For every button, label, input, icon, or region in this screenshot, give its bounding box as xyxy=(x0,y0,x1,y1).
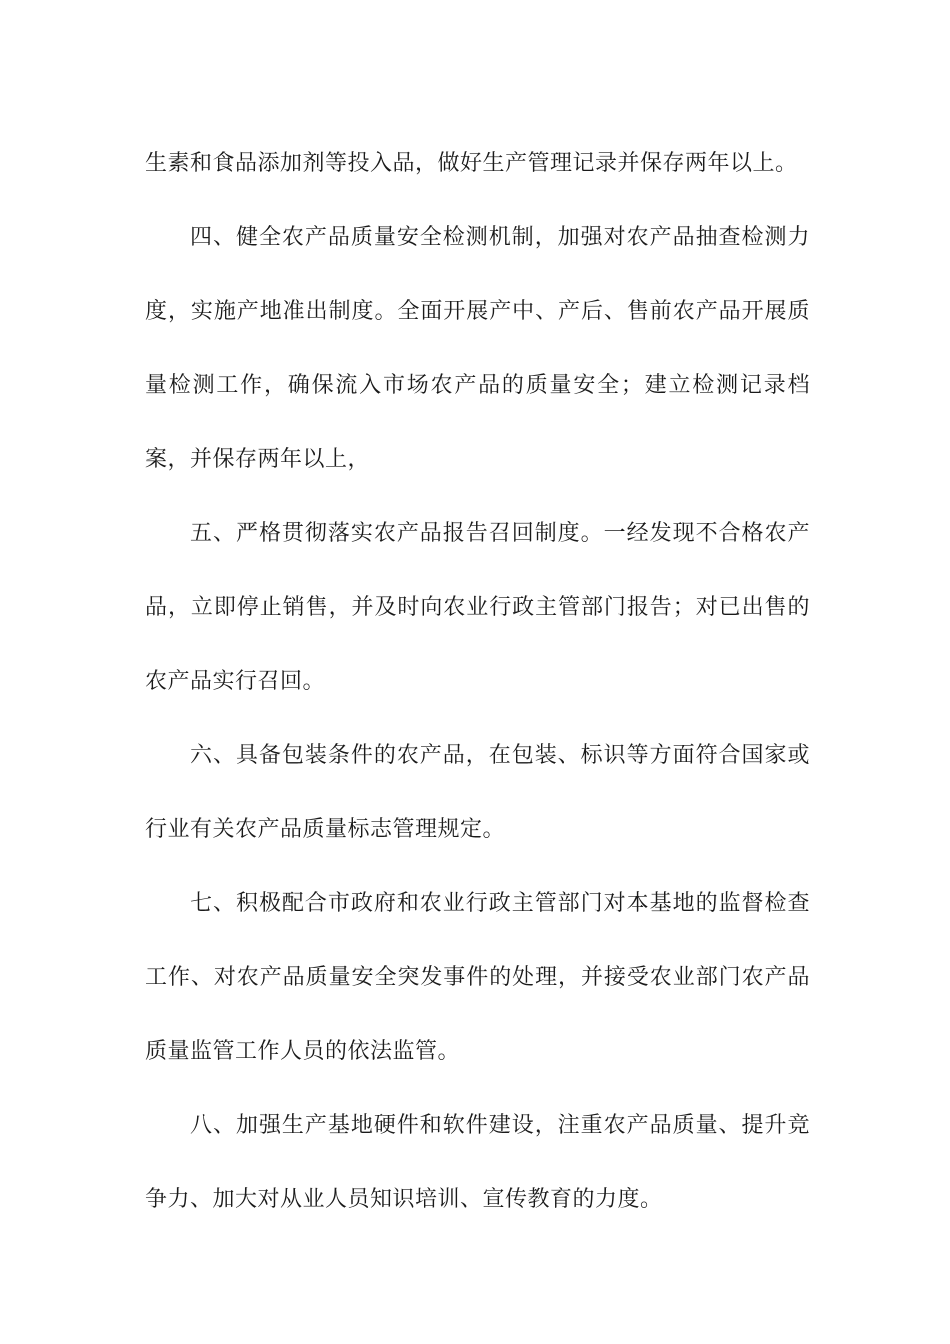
paragraph-item-7: 七、积极配合市政府和农业行政主管部门对本基地的监督检查工作、对农产品质量安全突发事件的处理，并接受农业部门农产品质量监管工作人员的依法监管。 xyxy=(145,891,810,1064)
paragraph-item-4: 四、健全农产品质量安全检测机制，加强对农产品抽查检测力度，实施产地准出制度。全面开展产中、产后、售前农产品开展质量检测工作，确保流入市场农产品的质量安全；建立检测记录档案，并保存两年以上， xyxy=(145,225,810,472)
paragraph-item-8: 八、加强生产基地硬件和软件建设，注重农产品质量、提升竞争力、加大对从业人员知识培训、宣传教育的力度。 xyxy=(145,1113,810,1212)
paragraph-continuation: 生素和食品添加剂等投入品，做好生产管理记录并保存两年以上。 xyxy=(145,151,798,176)
paragraph-item-5: 五、严格贯彻落实农产品报告召回制度。一经发现不合格农产品，立即停止销售，并及时向农业行政主管部门报告；对已出售的农产品实行召回。 xyxy=(145,521,810,694)
paragraph-item-6: 六、具备包装条件的农产品，在包装、标识等方面符合国家或行业有关农产品质量标志管理规定。 xyxy=(145,743,810,842)
document-body xyxy=(145,127,810,1237)
